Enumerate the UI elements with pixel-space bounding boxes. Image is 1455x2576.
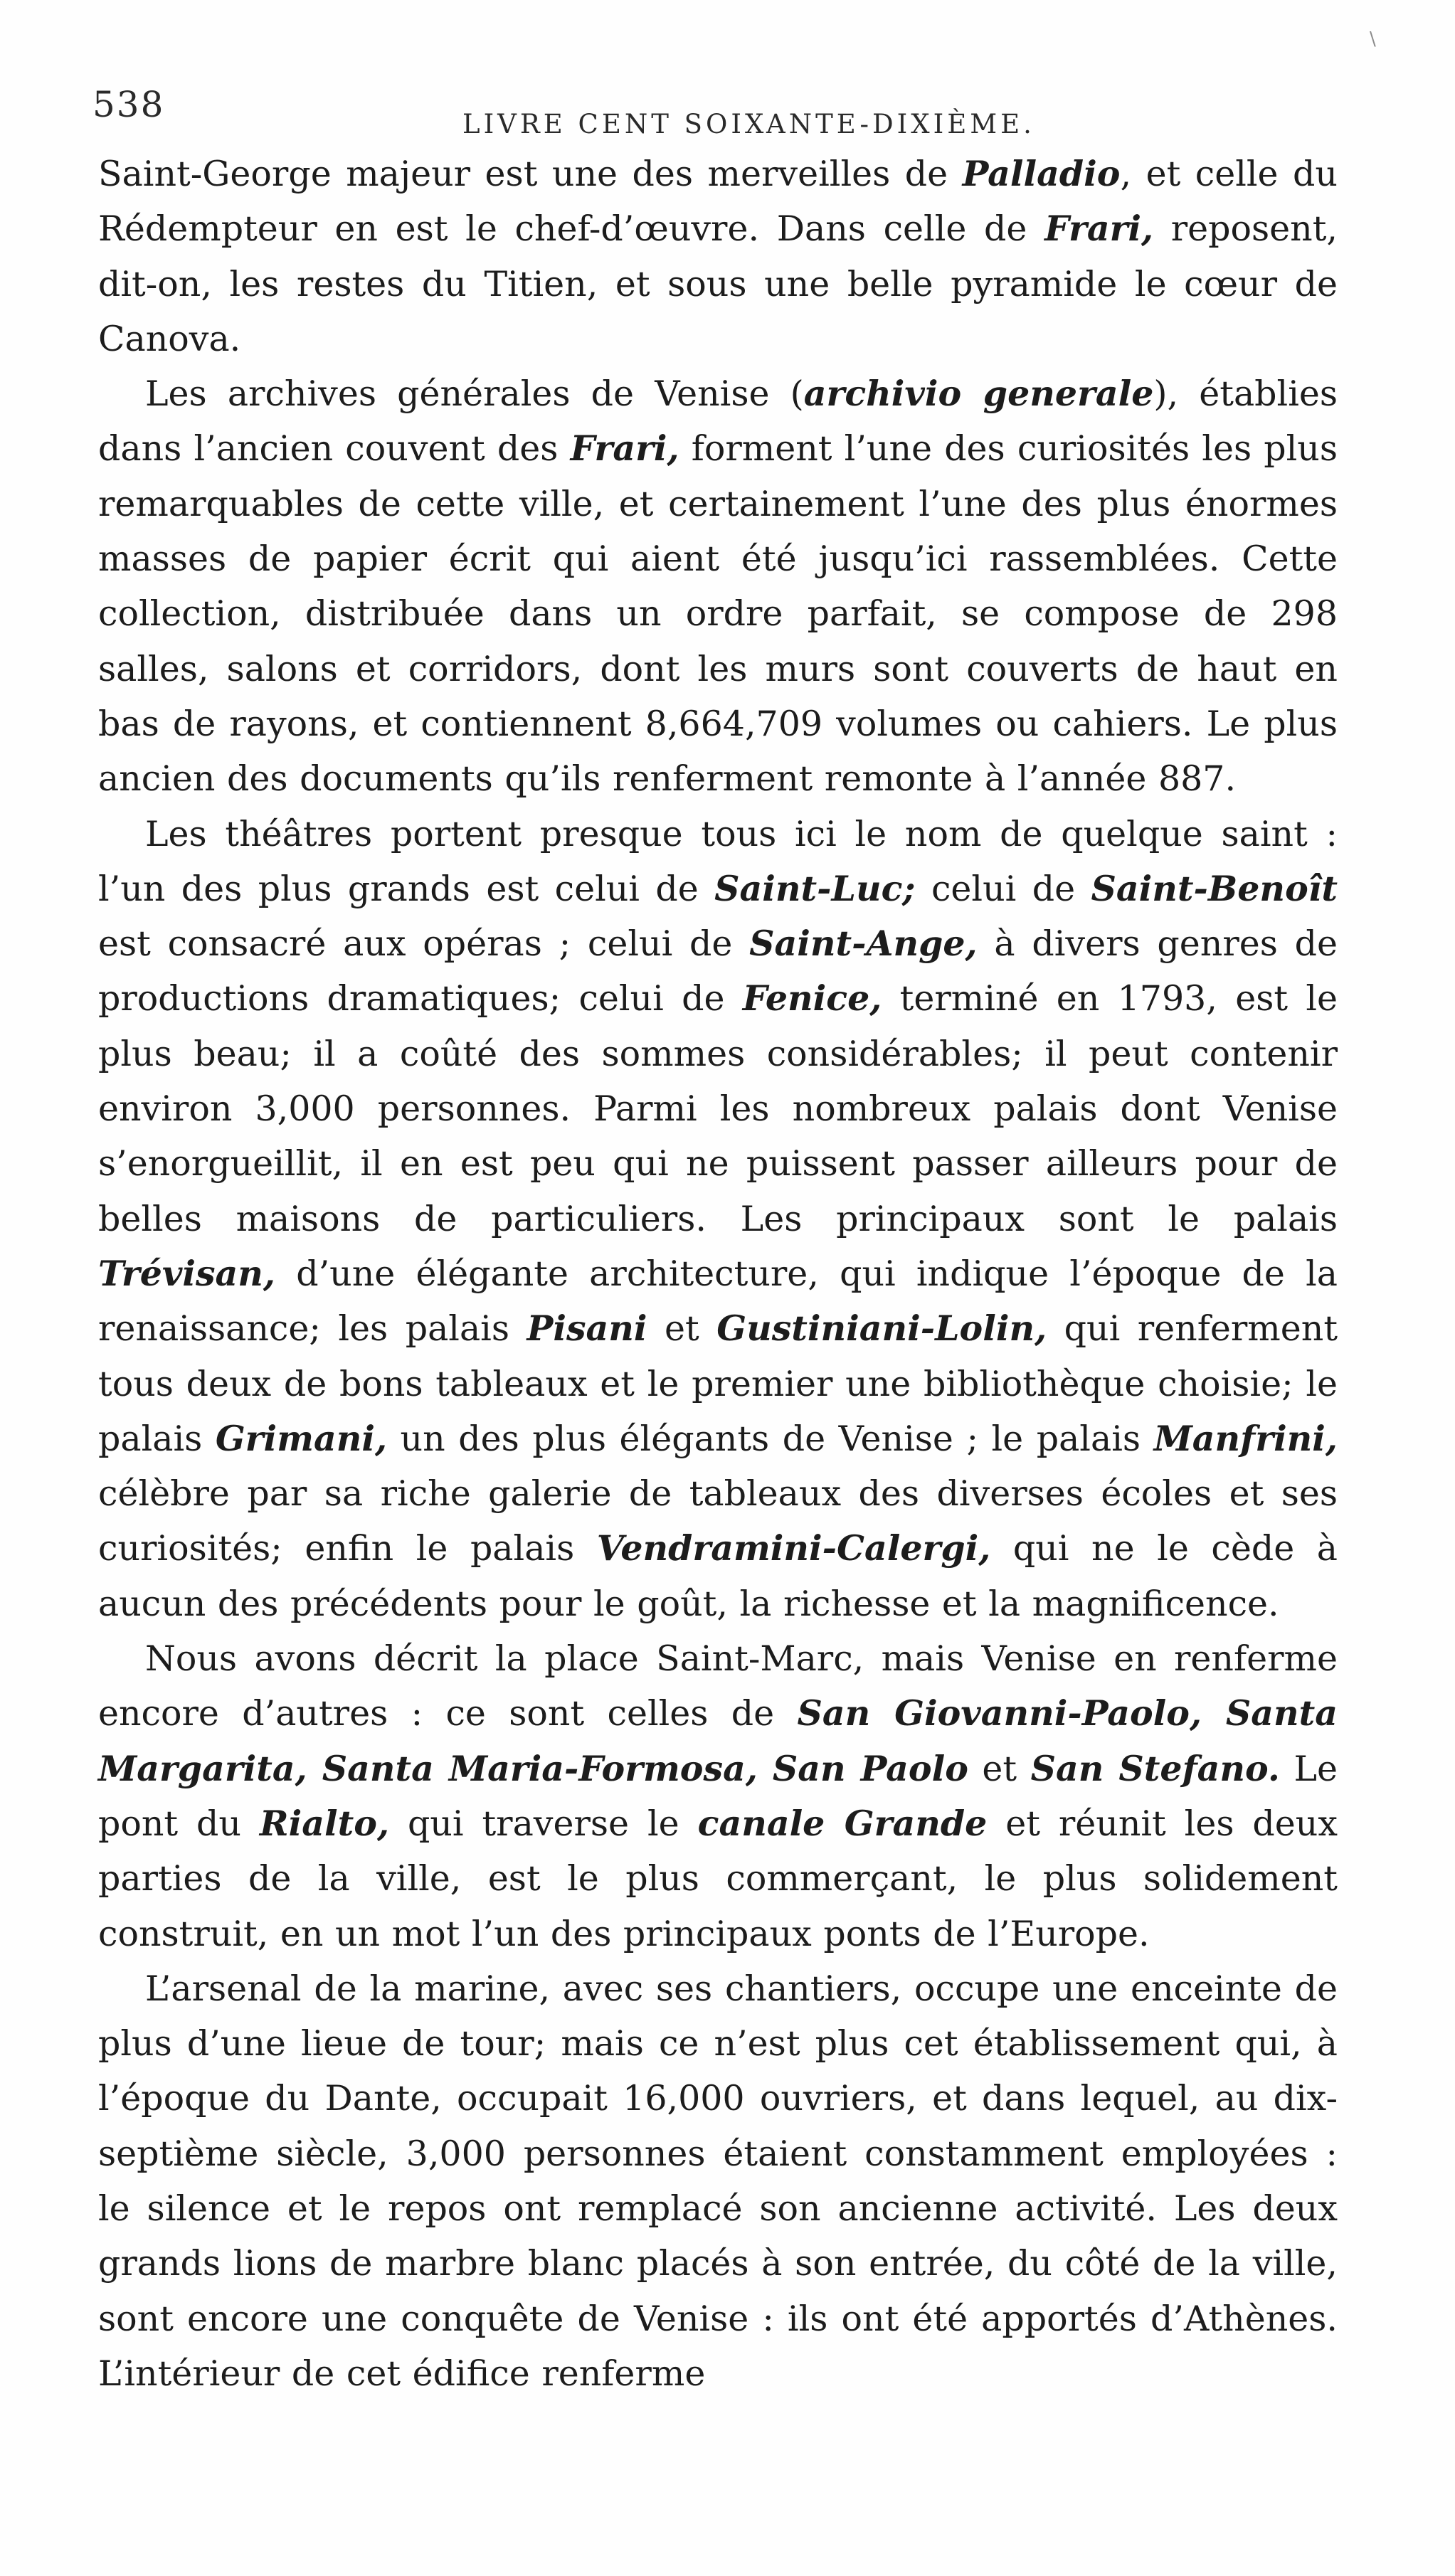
text-run: L’arsenal de la marine, avec ses chantiers, occupe une enceinte de plus d’une lieue de tour; mais ce n’est plus cet établissement qui, à l’époque du Dante, occupait 16,000 ouvriers, et dans lequel, au dix-septième siècle, 3,000 personnes étaient constamment employées : le silence et le repos ont remplacé son ancienne activité. Les deux grands lions de marbre blanc placés à son entrée, du côté de la ville, sont encore une conquête de Venise : ils ont été apportés d’Athènes. L’intérieur de cet édifice renferme bbox=[98, 1968, 1338, 2394]
italic-text: Frari, bbox=[1044, 208, 1154, 250]
italic-text: Fenice, bbox=[742, 977, 882, 1019]
italic-text: Saint-Ange, bbox=[749, 923, 978, 965]
italic-text: archivio generale bbox=[803, 373, 1154, 415]
italic-text: canale Grande bbox=[697, 1802, 988, 1844]
running-head: LIVRE CENT SOIXANTE-DIXIÈME. bbox=[462, 109, 1035, 139]
text-run: Le pont du bbox=[98, 1748, 1338, 1844]
italic-text: Rialto, bbox=[259, 1802, 389, 1844]
text-run: à divers genres de productions dramatiques; celui de bbox=[98, 923, 1338, 1019]
italic-text: Trévisan, bbox=[98, 1252, 275, 1294]
italic-text: Frari, bbox=[570, 428, 679, 470]
italic-text: Palladio bbox=[962, 153, 1121, 194]
text-run: Saint-George majeur est une des merveilles de bbox=[98, 154, 963, 194]
text-run: Nous avons décrit la place Saint-Marc, mais Venise en renferme encore d’autres : ce sont celles de bbox=[98, 1638, 1338, 1734]
italic-text: Grimani, bbox=[215, 1417, 387, 1459]
text-run: d’une élégante architecture, qui indique l’époque de la renaissance; les palais bbox=[98, 1253, 1338, 1350]
paragraph bbox=[98, 1631, 1338, 1961]
text-run: est consacré aux opéras ; celui de bbox=[98, 923, 750, 965]
corner-mark: \ bbox=[1370, 28, 1376, 50]
paragraph bbox=[98, 366, 1338, 806]
italic-text: Pisani bbox=[527, 1308, 647, 1350]
text-run: et bbox=[968, 1748, 1031, 1789]
paragraph bbox=[98, 807, 1338, 1631]
italic-text: San Giovanni-Paolo, Santa Margarita, Santa Maria-Formosa, San Paolo bbox=[98, 1692, 1338, 1789]
text-run: ), établies dans l’ancien couvent des bbox=[98, 373, 1338, 470]
page-header bbox=[92, 84, 1345, 141]
italic-text: Gustiniani-Lolin, bbox=[716, 1308, 1047, 1350]
text-run: qui renferment tous deux de bons tableaux et le premier une bibliothèque choisie; le palais bbox=[98, 1308, 1338, 1459]
text-run: et réunit les deux parties de la ville, est le plus commerçant, le plus solidement construit, en un mot l’un des principaux ponts de l’Europe. bbox=[98, 1803, 1338, 1954]
text-run: Les théâtres portent presque tous ici le nom de quelque saint : l’un des plus grands est celui de bbox=[98, 813, 1338, 909]
text-run: célèbre par sa riche galerie de tableaux des diverses écoles et ses curiosités; enfin le palais bbox=[98, 1473, 1338, 1569]
italic-text: Saint-Benoît bbox=[1091, 867, 1338, 909]
italic-text: Saint-Luc; bbox=[714, 867, 916, 909]
text-run: forment l’une des curiosités les plus remarquables de cette ville, et certainement l’une des plus énormes masses de papier écrit qui aient été jusqu’ici rassemblées. Cette collection, distribuée dans un ordre parfait, se compose de 298 salles, salons et corridors, dont les murs sont couverts de haut en bas de rayons, et contiennent 8,664,709 volumes ou cahiers. Le plus ancien des documents qu’ils renferment remonte à l’année 887. bbox=[98, 428, 1338, 800]
text-run: un des plus élégants de Venise ; le palais bbox=[387, 1418, 1154, 1459]
text-run: qui traverse le bbox=[389, 1803, 698, 1844]
page-number: 538 bbox=[92, 84, 165, 125]
body-text bbox=[98, 147, 1338, 2401]
paragraph bbox=[98, 1961, 1338, 2401]
text-run: , et celle du Rédempteur en est le chef-d’œuvre. Dans celle de bbox=[98, 154, 1338, 250]
italic-text: Vendramini-Calergi, bbox=[596, 1527, 991, 1569]
text-run: terminé en 1793, est le plus beau; il a coûté des sommes considérables; il peut contenir environ 3,000 personnes. Parmi les nombreux palais dont Venise s’enorgueillit, il en est peu qui ne puissent passer ailleurs pour de belles maisons de particuliers. Les principaux sont le palais bbox=[98, 978, 1338, 1239]
text-run: qui ne le cède à aucun des précédents pour le goût, la richesse et la magnificence. bbox=[98, 1528, 1338, 1624]
text-run: et bbox=[647, 1308, 717, 1350]
text-run: celui de bbox=[915, 868, 1091, 909]
paragraph bbox=[98, 147, 1338, 366]
text-run: reposent, dit-on, les restes du Titien, et sous une belle pyramide le cœur de Canova. bbox=[98, 208, 1338, 359]
text-run: Les archives générales de Venise ( bbox=[145, 373, 804, 415]
italic-text: San Stefano. bbox=[1030, 1747, 1280, 1789]
italic-text: Manfrini, bbox=[1153, 1417, 1338, 1459]
